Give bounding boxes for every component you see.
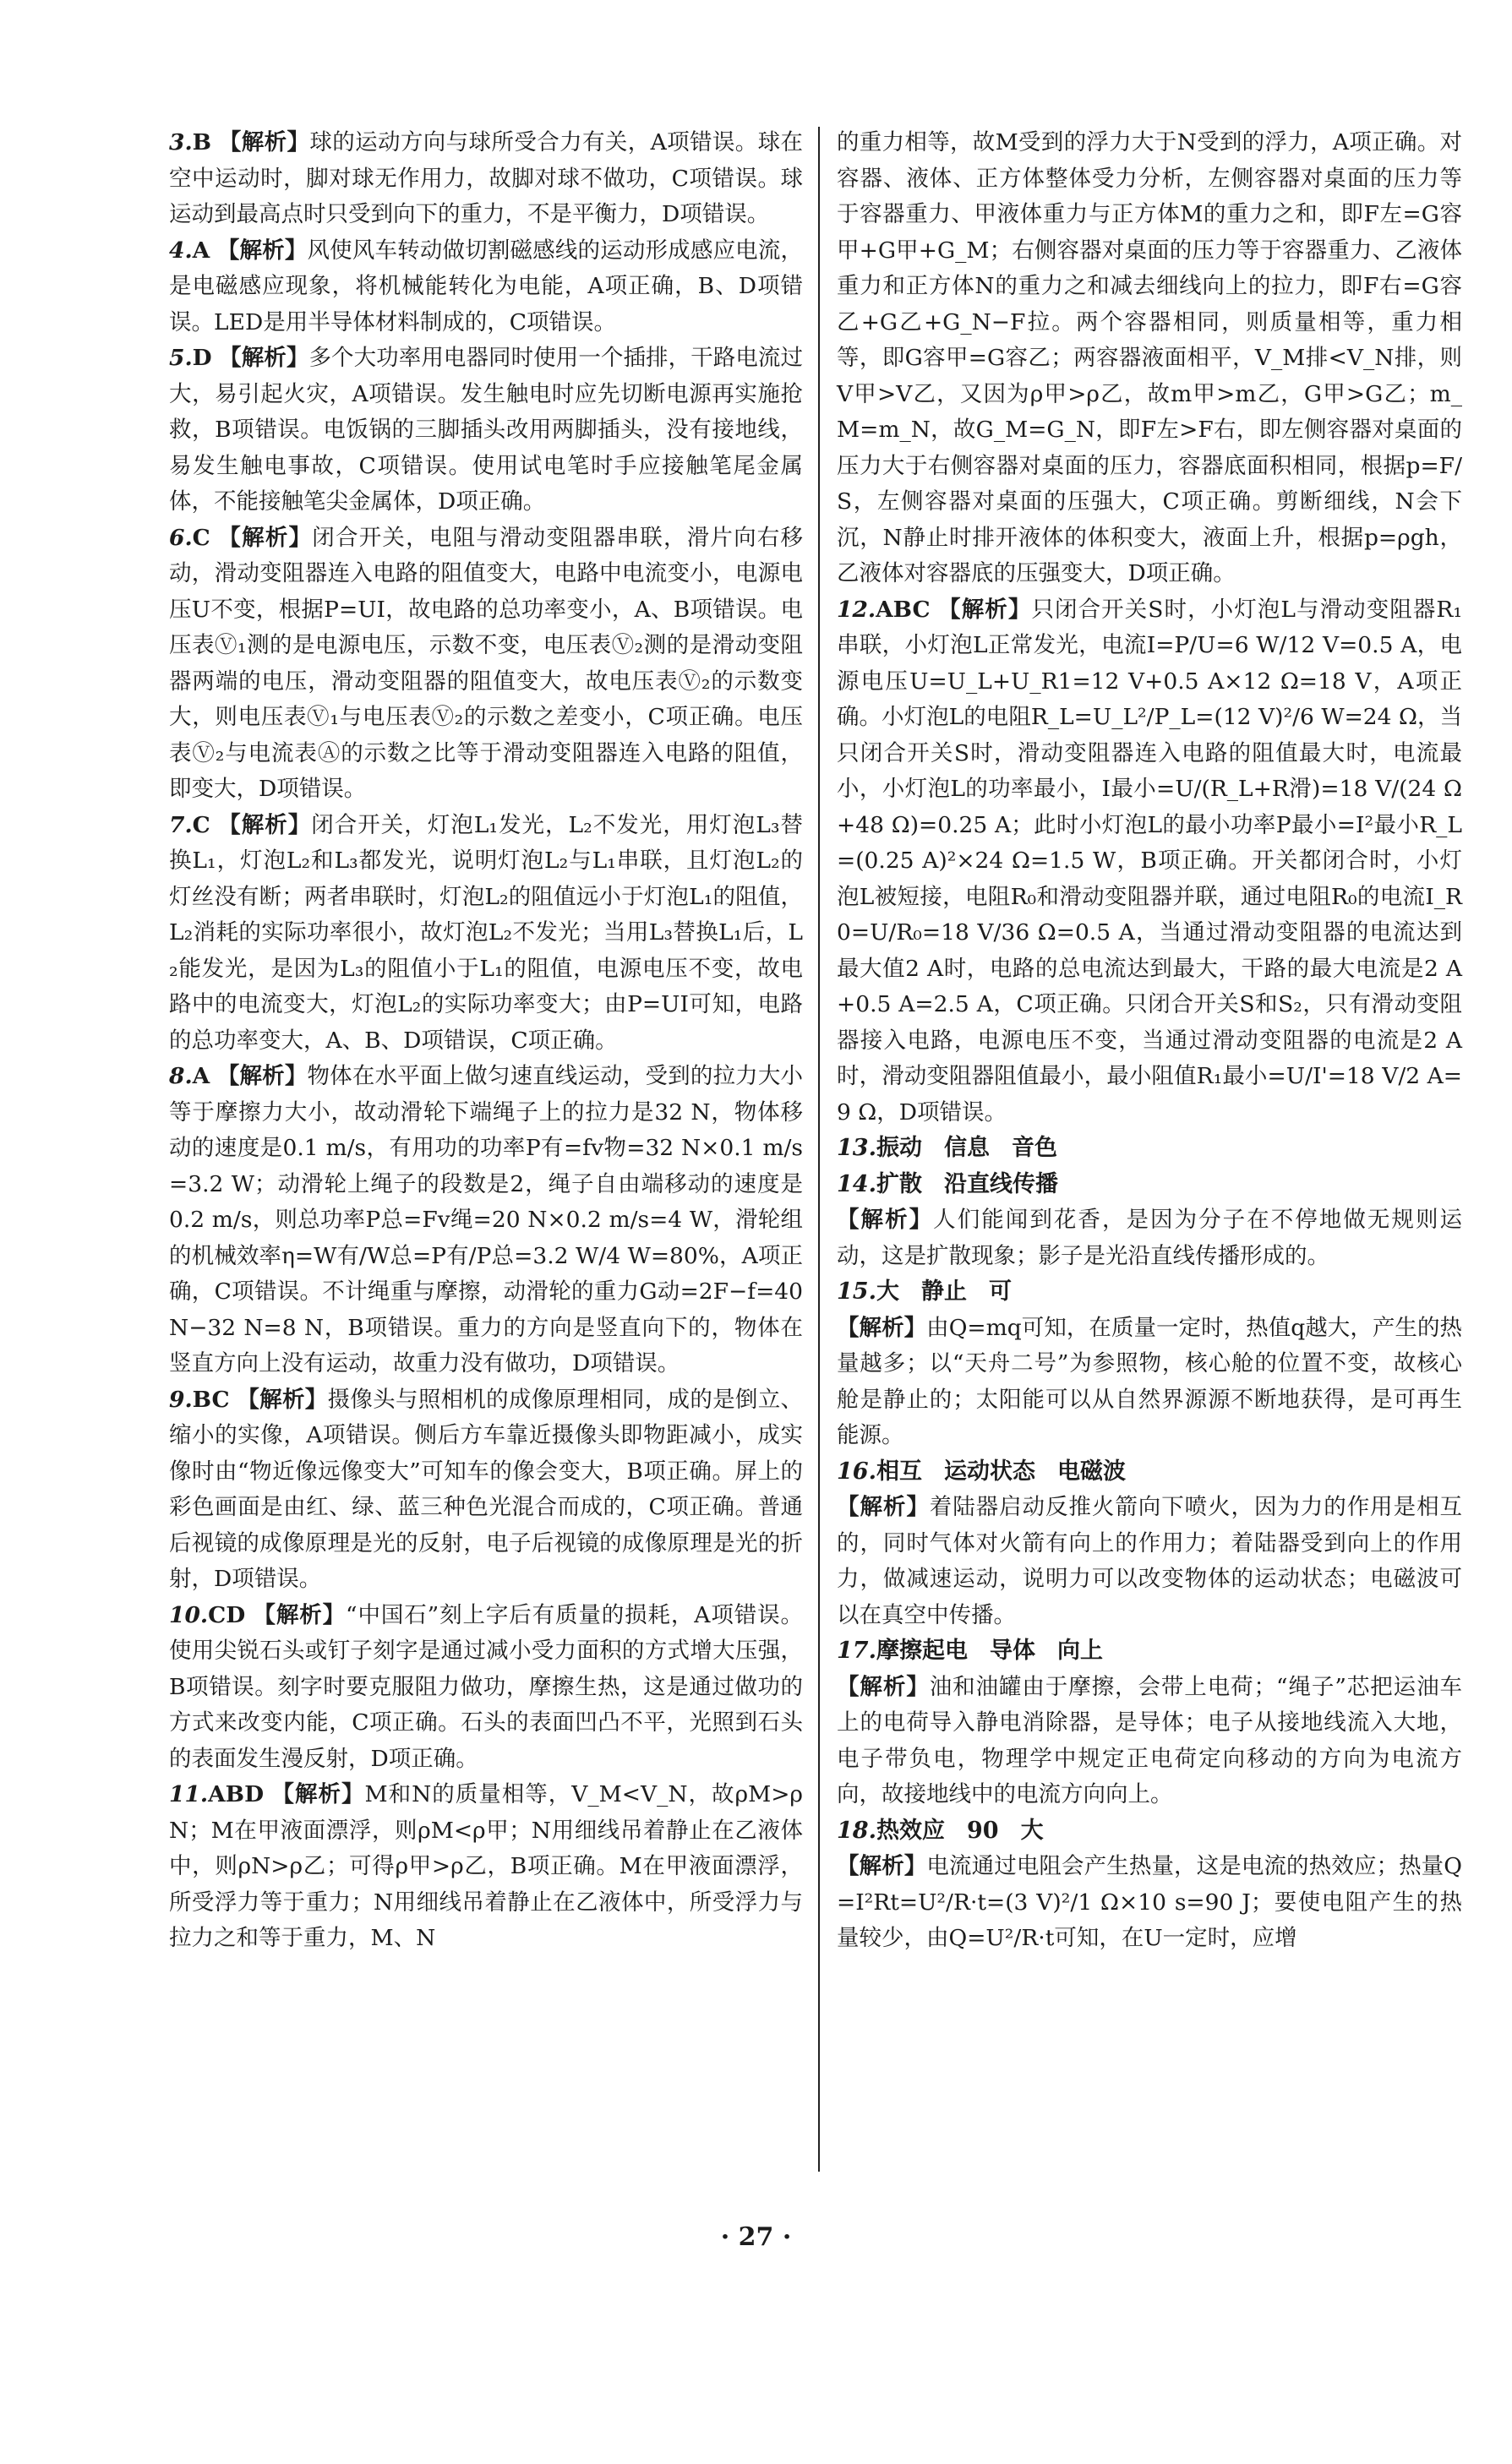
answer-item-13 xyxy=(837,1131,1462,1167)
fill-answer: 扩散 xyxy=(876,1170,922,1197)
page-number: · 27 · xyxy=(720,2222,792,2252)
question-number: 7. xyxy=(169,811,193,838)
answer-item-16 xyxy=(837,1454,1462,1491)
question-number: 10. xyxy=(169,1601,209,1628)
analysis-text: 风使风车转动做切割磁感线的运动形成感应电流，是电磁感应现象，将机械能转化为电能，A项正确，B、D项错误。LED是用半导体材料制成的，C项错误。 xyxy=(169,237,803,335)
answer-choice: ABD xyxy=(208,1781,265,1807)
question-number: 17. xyxy=(837,1638,876,1664)
analysis-tag: 【解析】 xyxy=(219,345,309,371)
right-column xyxy=(837,125,1462,1957)
answer-item-18 xyxy=(837,1813,1462,1850)
question-number: 6. xyxy=(169,524,193,551)
question-number: 5. xyxy=(169,345,193,371)
answer-item-14 xyxy=(837,1167,1462,1203)
question-number: 3. xyxy=(169,129,193,155)
answer-choice: ABC xyxy=(876,596,931,623)
answer-item-4 xyxy=(169,233,803,341)
answer-item-15 xyxy=(837,1274,1462,1311)
analysis-tag: 【解析】 xyxy=(837,1853,927,1879)
analysis-tag: 【解析】 xyxy=(216,237,308,264)
analysis-tag: 【解析】 xyxy=(216,1063,308,1089)
answer-choice: D xyxy=(192,345,212,371)
analysis-tag: 【解析】 xyxy=(218,524,313,551)
analysis-tag: 【解析】 xyxy=(253,1601,347,1628)
fill-answer: 导体 xyxy=(989,1638,1035,1664)
answer-item-6 xyxy=(169,521,803,808)
analysis-tag: 【解析】 xyxy=(837,1494,930,1520)
answer-item-8 xyxy=(169,1059,803,1382)
analysis-text: 由Q=mq可知，在质量一定时，热值q越大，产生的热量越多；以“天舟二号”为参照物，核心舱的位置不变，故核心舱是静止的；太阳能可以从自然界源源不断地获得，是可再生能源。 xyxy=(837,1314,1462,1448)
answer-choice: C xyxy=(192,811,210,838)
answer-choice: C xyxy=(192,524,210,551)
fill-answer: 可 xyxy=(988,1278,1012,1305)
answer-item-7 xyxy=(169,808,803,1060)
answer-item-17 xyxy=(837,1633,1462,1670)
answer-item-5 xyxy=(169,341,803,521)
analysis-text: 物体在水平面上做匀速直线运动，受到的拉力大小等于摩擦力大小，故动滑轮下端绳子上的拉力是32 N，物体移动的速度是0.1 m/s，有用功的功率P有=fv物=32 N×0.1 m/s=3.2 W；动滑轮上绳子的段数是2，绳子自由端移动的速度是0.2 m/s，则总功率P总=Fv绳=20 N×0.2 m/s=4 W，滑轮组的机械效率η=W有/W总=P有/P总=3.2 W/4 W=80%，A项正确，C项错误。不计绳重与摩擦，动滑轮的重力G动=2F−f=40 N−32 N=8 N，B项错误。重力的方向是竖直向下的，物体在竖直方向上没有运动，故重力没有做功，D项错误。 xyxy=(169,1063,803,1376)
fill-answer: 相互 xyxy=(876,1458,922,1485)
analysis-tag: 【解析】 xyxy=(938,596,1032,623)
analysis-16 xyxy=(837,1490,1462,1633)
analysis-text: 闭合开关，电阻与滑动变阻器串联，滑片向右移动，滑动变阻器连入电路的阻值变大，电路中电流变小，电源电压U不变，根据P=UI，故电路的总功率变小，A、B项错误。电压表Ⓥ₁测的是电源电压，示数不变，电压表Ⓥ₂测的是滑动变阻器两端的电压，滑动变阻器的阻值变大，故电压表Ⓥ₂的示数变大，则电压表Ⓥ₁与电压表Ⓥ₂的示数之差变小，C项正确。电压表Ⓥ₂与电流表Ⓐ的示数之比等于滑动变阻器连入电路的阻值，即变大，D项错误。 xyxy=(169,524,804,802)
answer-choice: BC xyxy=(192,1386,230,1413)
analysis-18 xyxy=(837,1849,1462,1957)
question-number: 9. xyxy=(169,1386,193,1413)
analysis-14 xyxy=(837,1202,1462,1274)
fill-answer: 电磁波 xyxy=(1056,1458,1126,1485)
analysis-tag: 【解析】 xyxy=(218,811,312,838)
analysis-tag: 【解析】 xyxy=(837,1207,934,1233)
question-number: 14. xyxy=(837,1170,876,1197)
fill-answer: 向上 xyxy=(1056,1638,1103,1664)
analysis-text: 着陆器启动反推火箭向下喷火，因为力的作用是相互的，同时气体对火箭有向上的作用力；着陆器受到向上的作用力，做减速运动，说明力可以改变物体的运动状态；电磁波可以在真空中传播。 xyxy=(837,1494,1463,1628)
answer-choice: CD xyxy=(208,1601,246,1628)
question-number: 8. xyxy=(169,1063,193,1089)
answer-choice: B xyxy=(192,129,212,155)
analysis-text: 人们能闻到花香，是因为分子在不停地做无规则运动，这是扩散现象；影子是光沿直线传播形成的。 xyxy=(837,1207,1463,1269)
fill-answer: 摩擦起电 xyxy=(876,1638,968,1664)
question-number: 4. xyxy=(169,237,193,264)
answer-choice: A xyxy=(192,237,210,264)
analysis-text: 的重力相等，故M受到的浮力大于N受到的浮力，A项正确。对容器、液体、正方体整体受力分析，左侧容器对桌面的压力等于容器重力、甲液体重力与正方体M的重力之和，即F左=G容甲+G甲+G_M；右侧容器对桌面的压力等于容器重力、乙液体重力和正方体N的重力之和减去细线向上的拉力，即F右=G容乙+G乙+G_N−F拉。两个容器相同，则质量相等，重力相等，即G容甲=G容乙；两容器液面相平，V_M排<V_N排，则V甲>V乙，又因为ρ甲>ρ乙，故m甲>m乙，G甲>G乙；m_M=m_N，故G_M=G_N，即F左>F右，即左侧容器对桌面的压力大于右侧容器对桌面的压力，容器底面积相同，根据p=F/S，左侧容器对桌面的压强大，C项正确。剪断细线，N会下沉，N静止时排开液体的体积变大，液面上升，根据p=ρgh，乙液体对容器底的压强变大，D项正确。 xyxy=(837,129,1462,586)
fill-answer: 信息 xyxy=(943,1135,990,1161)
analysis-tag: 【解析】 xyxy=(837,1673,930,1700)
analysis-text: “中国石”刻上字后有质量的损耗，A项错误。使用尖锐石头或钉子刻字是通过减小受力面积的方式增大压强，B项错误。刻字时要克服阻力做功，摩擦生热，这是通过做功的方式来改变内能，C项正确。石头的表面凹凸不平，光照到石头的表面发生漫反射，D项正确。 xyxy=(169,1601,803,1772)
answer-item-12 xyxy=(837,592,1462,1131)
fill-answer: 大 xyxy=(1020,1817,1044,1844)
analysis-tag: 【解析】 xyxy=(837,1314,927,1341)
column-divider xyxy=(818,127,820,2172)
answer-item-3 xyxy=(169,125,803,233)
analysis-15 xyxy=(837,1311,1462,1454)
answer-item-11 xyxy=(169,1777,803,1957)
question-number: 13. xyxy=(837,1135,876,1161)
question-number: 16. xyxy=(837,1458,876,1485)
analysis-text: 多个大功率用电器同时使用一个插排，干路电流过大，易引起火灾，A项错误。发生触电时应先切断电源再实施抢救，B项错误。电饭锅的三脚插头改用两脚插头，没有接地线，易发生触电事故，C项错误。使用试电笔时手应接触笔尾金属体，不能接触笔尖金属体，D项正确。 xyxy=(169,345,803,515)
analysis-tag: 【解析】 xyxy=(237,1386,328,1413)
question-number: 15. xyxy=(837,1278,876,1305)
fill-answer: 大 xyxy=(876,1278,899,1305)
analysis-text: 油和油罐由于摩擦，会带上电荷；“绳子”芯把运油车上的电荷导入静电消除器，是导体；电子从接地线流入大地，电子带负电，物理学中规定正电荷定向移动的方向为电流方向，故接地线中的电流方向向上。 xyxy=(837,1673,1462,1807)
analysis-text: M和N的质量相等，V_M<V_N，故ρM>ρN；M在甲液面漂浮，则ρM<ρ甲；N用细线吊着静止在乙液体中，则ρN>ρ乙；可得ρ甲>ρ乙，B项正确。M在甲液面漂浮，所受浮力等于重力；N用细线吊着静止在乙液体中，所受浮力与拉力之和等于重力，M、N xyxy=(169,1781,803,1951)
question-number: 18. xyxy=(837,1817,876,1844)
fill-answer: 90 xyxy=(966,1817,999,1844)
analysis-text: 摄像头与照相机的成像原理相同，成的是倒立、缩小的实像，A项错误。侧后方车靠近摄像头即物距减小，成实像时由“物近像远像变大”可知车的像会变大，B项正确。屏上的彩色画面是由红、绿、蓝三种色光混合而成的，C项正确。普通后视镜的成像原理是光的反射，电子后视镜的成像原理是光的折射，D项错误。 xyxy=(169,1386,804,1592)
question-number: 12. xyxy=(837,596,876,623)
analysis-text: 球的运动方向与球所受合力有关，A项错误。球在空中运动时，脚对球无作用力，故脚对球不做功，C项错误。球运动到最高点时只受到向下的重力，不是平衡力，D项错误。 xyxy=(169,129,803,227)
fill-answer: 音色 xyxy=(1011,1135,1057,1161)
question-number: 11. xyxy=(169,1781,209,1807)
analysis-text: 闭合开关，灯泡L₁发光，L₂不发光，用灯泡L₃替换L₁，灯泡L₂和L₃都发光，说明灯泡L₂与L₁串联，且灯泡L₂的灯丝没有断；两者串联时，灯泡L₂的阻值远小于灯泡L₁的阻值，L₂消耗的实际功率很小，故灯泡L₂不发光；当用L₃替换L₁后，L₂能发光，是因为L₃的阻值小于L₁的阻值，电源电压不变，故电路中的电流变大，灯泡L₂的实际功率变大；由P=UI可知，电路的总功率变大，A、B、D项错误，C项正确。 xyxy=(169,811,803,1054)
fill-answer: 热效应 xyxy=(876,1817,945,1844)
fill-answer: 运动状态 xyxy=(943,1458,1035,1485)
analysis-17 xyxy=(837,1670,1462,1813)
answer-item-11-continued xyxy=(837,125,1462,592)
fill-answer: 静止 xyxy=(920,1278,967,1305)
analysis-text: 电流通过电阻会产生热量，这是电流的热效应；热量Q=I²Rt=U²/R·t=(3 V)²/1 Ω×10 s=90 J；要使电阻产生的热量较少，由Q=U²/R·t可知，在U一定时，应增 xyxy=(837,1853,1463,1951)
analysis-text: 只闭合开关S时，小灯泡L与滑动变阻器R₁串联，小灯泡L正常发光，电流I=P/U=6 W/12 V=0.5 A，电源电压U=U_L+U_R1=12 V+0.5 A×12 Ω=18 V，A项正确。小灯泡L的电阻R_L=U_L²/P_L=(12 V)²/6 W=24 Ω，当只闭合开关S时，滑动变阻器连入电路的阻值最大时，电流最小，小灯泡L的功率最小，I最小=U/(R_L+R滑)=18 V/(24 Ω+48 Ω)=0.25 A；此时小灯泡L的最小功率P最小=I²最小R_L=(0.25 A)²×24 Ω=1.5 W，B项正确。开关都闭合时，小灯泡L被短接，电阻R₀和滑动变阻器并联，通过电阻R₀的电流I_R0=U/R₀=18 V/36 Ω=0.5 A，当通过滑动变阻器的电流达到最大值2 A时，电路的总电流达到最大，干路的最大电流是2 A+0.5 A=2.5 A，C项正确。只闭合开关S和S₂，只有滑动变阻器接入电路，电源电压不变，当通过滑动变阻器的电流是2 A时，滑动变阻器阻值最小，最小阻值R₁最小=U/I'=18 V/2 A=9 Ω，D项错误。 xyxy=(837,596,1462,1126)
answer-item-9 xyxy=(169,1382,803,1598)
fill-answer: 振动 xyxy=(876,1135,922,1161)
analysis-tag: 【解析】 xyxy=(218,129,310,155)
fill-answer: 沿直线传播 xyxy=(943,1170,1058,1197)
analysis-tag: 【解析】 xyxy=(271,1781,365,1807)
answer-item-10 xyxy=(169,1598,803,1778)
left-column xyxy=(169,125,803,1957)
answer-choice: A xyxy=(192,1063,210,1089)
